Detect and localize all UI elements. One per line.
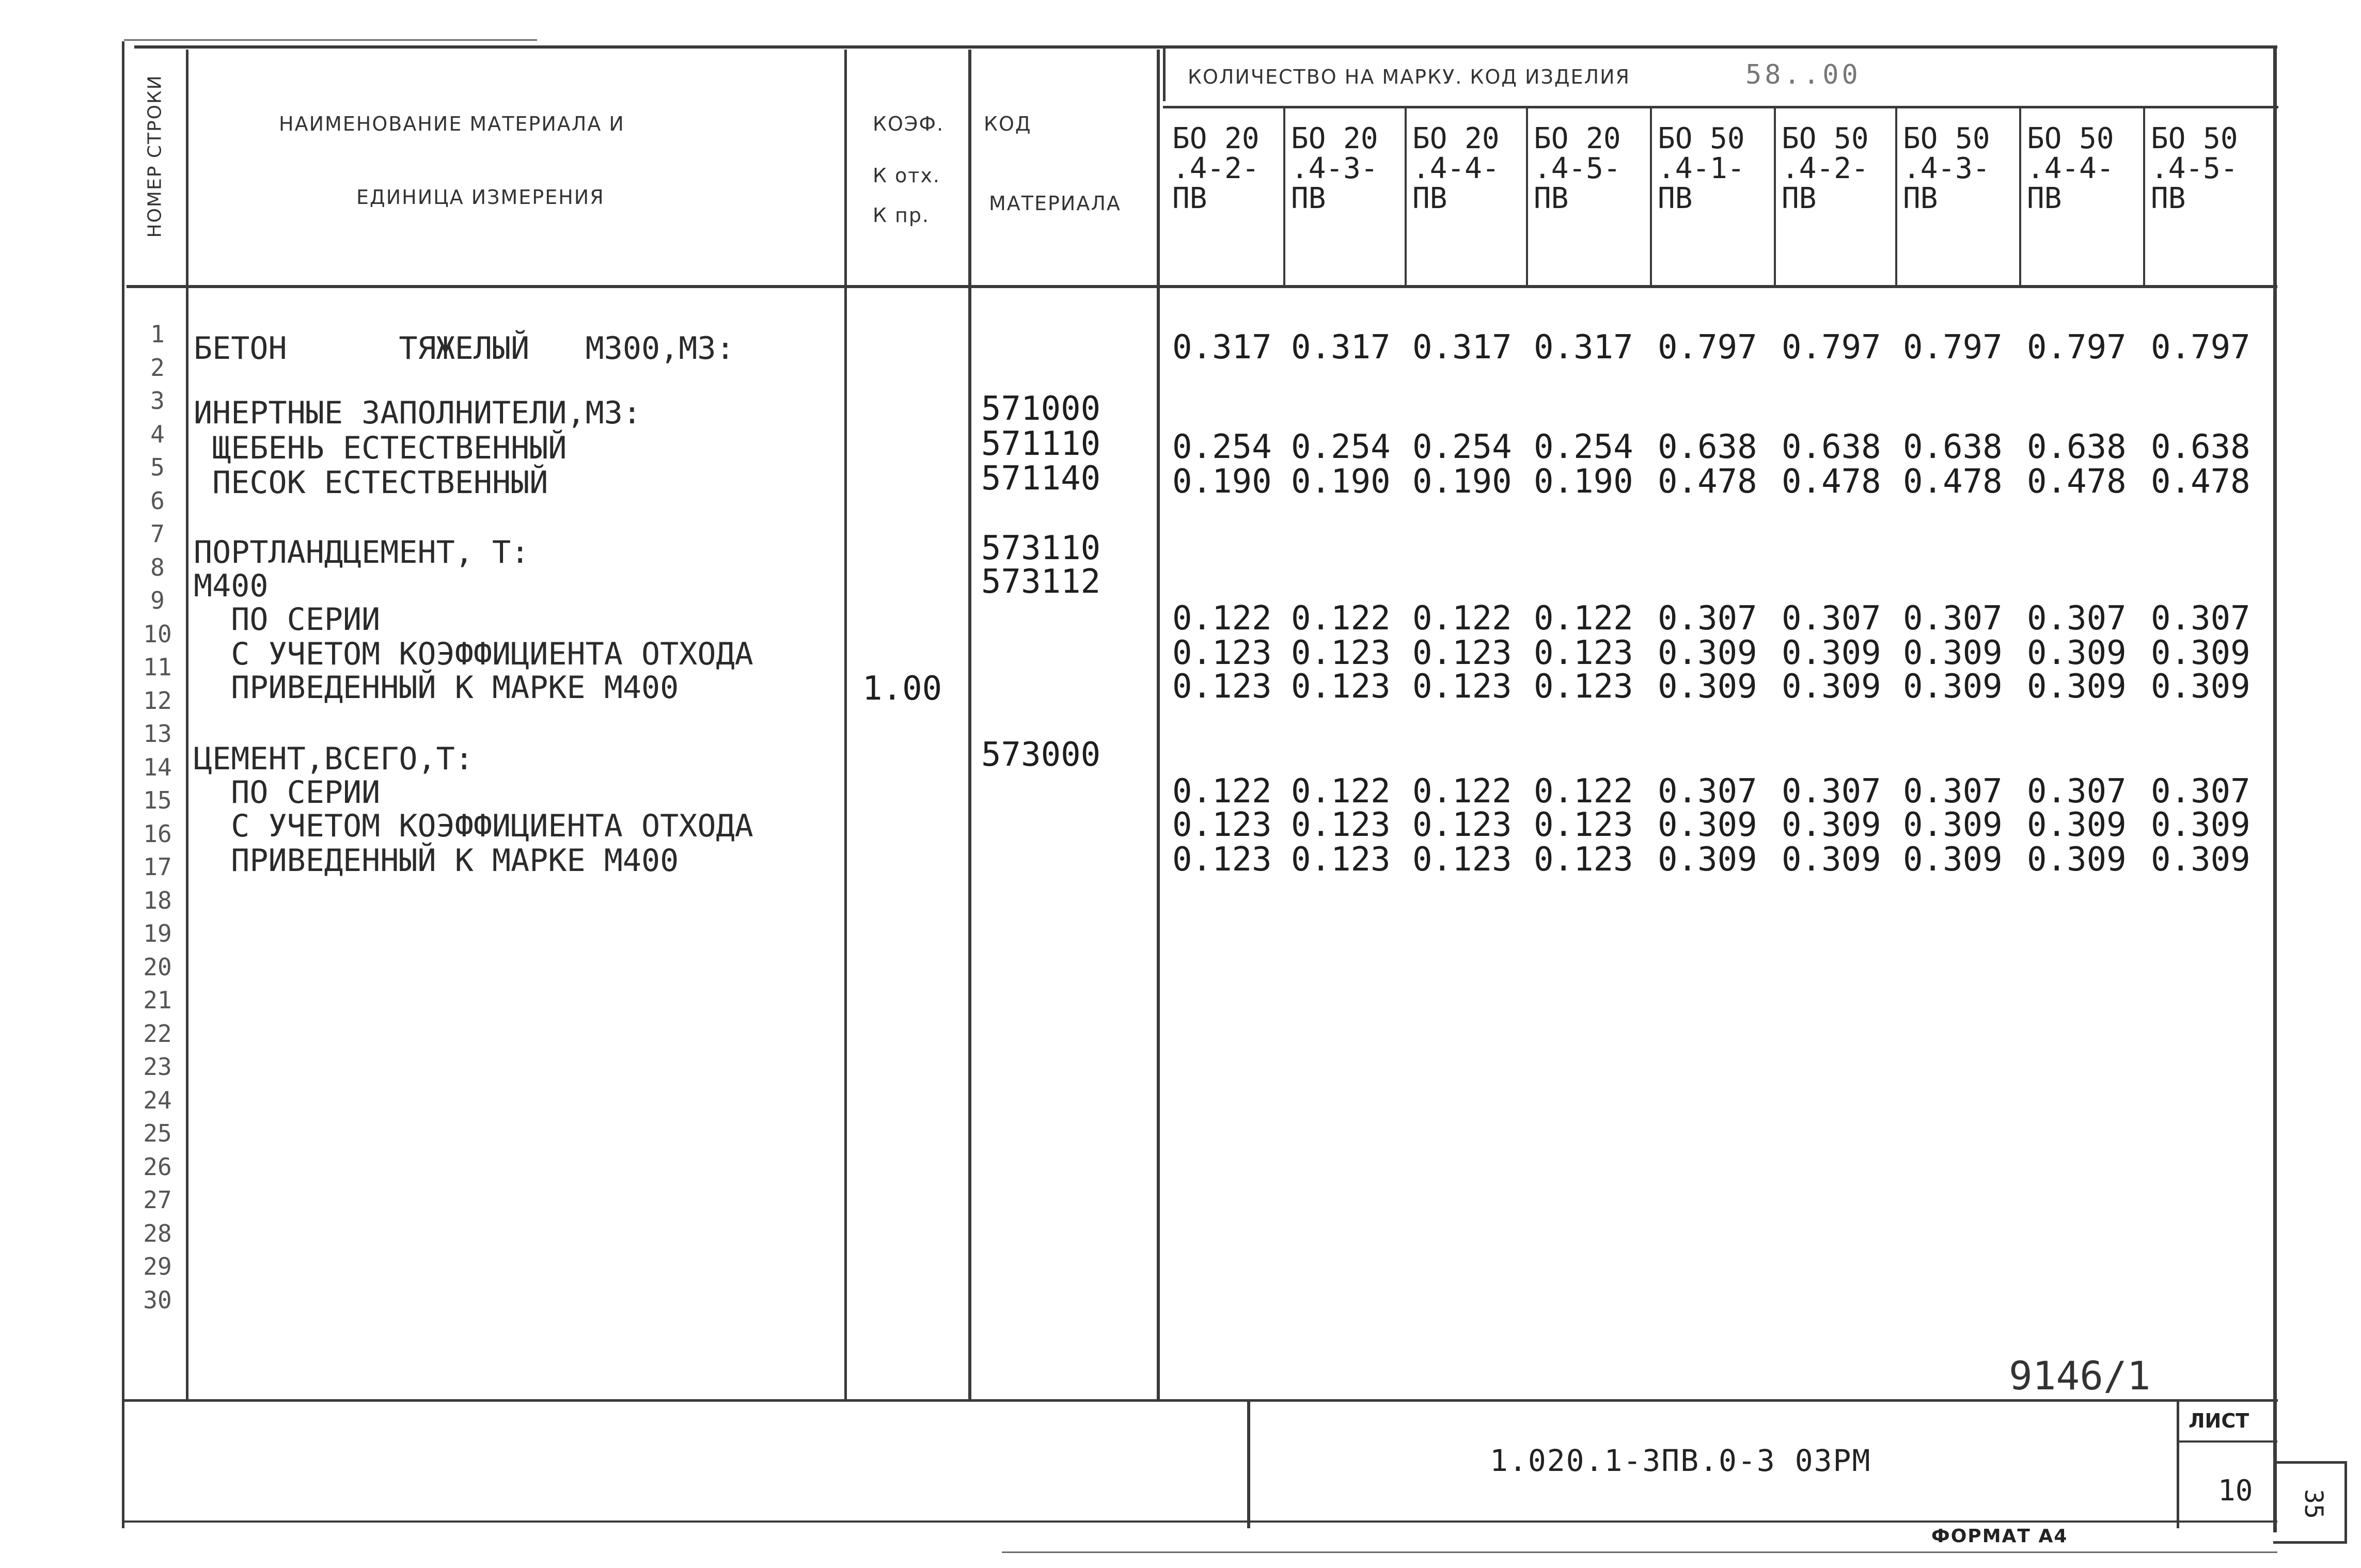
code-header-line2: МАТЕРИАЛА — [989, 192, 1121, 215]
quantity-value: 0.309 — [1658, 806, 1757, 844]
coefficient-value: 1.00 — [862, 670, 942, 708]
quantity-value: 0.307 — [2151, 599, 2250, 638]
quantity-value: 0.307 — [1782, 599, 1881, 638]
material-name: С УЧЕТОМ КОЭФФИЦИЕНТА ОТХОДА — [194, 808, 753, 844]
quantity-value: 0.797 — [2151, 328, 2250, 367]
quantity-value: 0.309 — [1782, 841, 1881, 879]
row-number: 4 — [150, 420, 165, 448]
sheet-number: 10 — [2218, 1474, 2253, 1508]
column-header-7-line1: БО 50 — [1903, 122, 1990, 155]
quantity-value: 0.309 — [1658, 668, 1757, 706]
material-name: БЕТОН ТЯЖЕЛЫЙ М300,М3: — [194, 330, 735, 367]
material-code: 571110 — [981, 425, 1101, 463]
quantity-value: 0.638 — [2151, 428, 2250, 466]
quantity-value: 0.307 — [1658, 772, 1757, 811]
coef-header-line1: КОЭФ. — [873, 113, 945, 135]
column-header-1-line2: .4-2- — [1172, 152, 1260, 185]
quantity-value: 0.123 — [1412, 841, 1512, 879]
row-number: 17 — [143, 853, 172, 881]
column-header-4-line2: .4-5- — [1534, 152, 1621, 185]
quantity-value: 0.254 — [1291, 428, 1391, 466]
quantity-value: 0.307 — [2151, 772, 2250, 811]
code-header-line1: КОД — [984, 113, 1032, 135]
column-header-9-line3: ПВ — [2151, 182, 2186, 215]
quantity-value: 0.307 — [2027, 772, 2127, 811]
material-name: ПОРТЛАНДЦЕМЕНТ, Т: — [194, 534, 530, 571]
quantity-value: 0.123 — [1172, 841, 1272, 879]
quantity-value: 0.123 — [1412, 806, 1512, 844]
quantity-value: 0.317 — [1172, 328, 1272, 367]
quantity-value: 0.317 — [1412, 328, 1512, 367]
quantity-value: 0.122 — [1172, 772, 1272, 811]
quantity-value: 0.123 — [1412, 634, 1512, 672]
row-number: 23 — [143, 1053, 172, 1081]
quantity-value: 0.123 — [1534, 806, 1633, 844]
quantity-value: 0.190 — [1291, 463, 1391, 501]
quantity-value: 0.123 — [1172, 806, 1272, 844]
material-code: 573000 — [981, 736, 1101, 774]
quantity-value: 0.123 — [1534, 668, 1633, 706]
column-header-7-line3: ПВ — [1903, 182, 1938, 215]
column-header-3-line3: ПВ — [1412, 182, 1447, 215]
row-number: 30 — [143, 1286, 172, 1314]
quantity-value: 0.254 — [1534, 428, 1633, 466]
quantity-value: 0.307 — [1903, 772, 2003, 811]
row-number: 3 — [150, 387, 165, 415]
column-header-6-line3: ПВ — [1782, 182, 1817, 215]
row-number: 16 — [143, 819, 172, 848]
quantity-value: 0.309 — [1903, 668, 2003, 706]
quantity-value: 0.317 — [1534, 328, 1633, 367]
quantity-value: 0.638 — [1903, 428, 2003, 466]
row-number: 22 — [143, 1019, 172, 1048]
quantity-value: 0.254 — [1172, 428, 1272, 466]
row-number-header: НОМЕР СТРОКИ — [144, 74, 166, 238]
coef-header-line3: К пр. — [873, 204, 930, 227]
row-number: 18 — [143, 886, 172, 914]
quantity-value: 0.478 — [2027, 463, 2127, 501]
row-number: 8 — [150, 553, 165, 581]
quantity-value: 0.122 — [1412, 772, 1512, 811]
quantity-value: 0.317 — [1291, 328, 1391, 367]
column-header-1-line1: БО 20 — [1172, 122, 1260, 155]
material-name: ПО СЕРИИ — [194, 774, 381, 811]
material-name: ПРИВЕДЕННЫЙ К МАРКЕ М400 — [194, 843, 679, 879]
quantity-value: 0.123 — [1291, 806, 1391, 844]
quantity-value: 0.309 — [2151, 668, 2250, 706]
material-name: ПО СЕРИИ — [194, 601, 381, 638]
quantity-value: 0.478 — [1658, 463, 1757, 501]
row-number: 1 — [150, 320, 165, 348]
column-header-5-line1: БО 50 — [1658, 122, 1745, 155]
column-header-2-line3: ПВ — [1291, 182, 1326, 215]
quantity-value: 0.797 — [1903, 328, 2003, 367]
product-code: 58..00 — [1745, 59, 1861, 90]
quantity-value: 0.190 — [1534, 463, 1633, 501]
quantity-value: 0.309 — [1782, 668, 1881, 706]
row-number: 2 — [150, 353, 165, 382]
column-header-7-line2: .4-3- — [1903, 152, 1990, 185]
quantity-value: 0.190 — [1172, 463, 1272, 501]
column-header-8-line2: .4-4- — [2027, 152, 2114, 185]
material-name: ЦЕМЕНТ,ВСЕГО,Т: — [194, 741, 474, 777]
document-designation: 1.020.1-3ПВ.0-3 03РМ — [1490, 1443, 1871, 1478]
quantity-value: 0.309 — [1782, 634, 1881, 672]
row-number: 19 — [143, 920, 172, 947]
quantity-value: 0.309 — [1903, 806, 2003, 844]
quantity-value: 0.123 — [1534, 841, 1633, 879]
row-number: 14 — [143, 753, 172, 781]
quantity-value: 0.122 — [1172, 599, 1272, 638]
quantity-value: 0.123 — [1291, 841, 1391, 879]
quantity-value: 0.309 — [2027, 806, 2127, 844]
column-header-4-line1: БО 20 — [1534, 122, 1621, 155]
quantity-value: 0.307 — [1782, 772, 1881, 811]
quantity-value: 0.309 — [2151, 634, 2250, 672]
quantity-value: 0.122 — [1534, 599, 1633, 638]
quantity-value: 0.123 — [1412, 668, 1512, 706]
quantity-value: 0.307 — [1903, 599, 2003, 638]
name-header-line2: ЕДИНИЦА ИЗМЕРЕНИЯ — [356, 186, 605, 209]
column-header-4-line3: ПВ — [1534, 182, 1569, 215]
quantity-value: 0.478 — [1903, 463, 2003, 501]
row-number: 29 — [143, 1253, 172, 1280]
material-name: ПРИВЕДЕННЫЙ К МАРКЕ М400 — [194, 670, 679, 706]
quantity-value: 0.309 — [1658, 634, 1757, 672]
row-number: 12 — [143, 686, 172, 715]
row-number: 9 — [150, 587, 165, 614]
material-code: 571000 — [981, 390, 1101, 428]
sheet-label: ЛИСТ — [2189, 1409, 2249, 1432]
column-header-2-line2: .4-3- — [1291, 152, 1378, 185]
quantity-value: 0.797 — [2027, 328, 2127, 367]
row-number: 24 — [143, 1086, 172, 1114]
row-number: 10 — [143, 620, 172, 648]
row-number: 20 — [143, 953, 172, 981]
quantity-value: 0.123 — [1291, 634, 1391, 672]
quantity-value: 0.478 — [1782, 463, 1881, 501]
quantity-value: 0.309 — [1903, 634, 2003, 672]
material-code: 573112 — [981, 563, 1101, 601]
quantity-value: 0.638 — [1658, 428, 1757, 466]
name-header-line1: НАИМЕНОВАНИЕ МАТЕРИАЛА И — [279, 113, 625, 135]
document-number: 9146/1 — [2009, 1353, 2151, 1399]
quantity-value: 0.122 — [1291, 772, 1391, 811]
row-number: 28 — [143, 1219, 172, 1247]
material-code: 571140 — [981, 460, 1101, 498]
row-number: 15 — [143, 786, 172, 814]
margin-page-number: 35 — [2299, 1489, 2328, 1519]
row-number: 13 — [143, 720, 172, 748]
quantity-value: 0.309 — [2027, 668, 2127, 706]
column-header-9-line1: БО 50 — [2151, 122, 2238, 155]
row-number: 26 — [143, 1152, 172, 1181]
row-number: 11 — [143, 653, 172, 681]
quantity-value: 0.309 — [2151, 806, 2250, 844]
quantity-value: 0.123 — [1172, 634, 1272, 672]
material-name: С УЧЕТОМ КОЭФФИЦИЕНТА ОТХОДА — [194, 636, 753, 672]
quantity-value: 0.797 — [1782, 328, 1881, 367]
column-header-6-line2: .4-2- — [1782, 152, 1869, 185]
column-header-5-line3: ПВ — [1658, 182, 1693, 215]
material-name: ИНЕРТНЫЕ ЗАПОЛНИТЕЛИ,М3: — [194, 395, 641, 431]
coef-header-line2: К отх. — [873, 164, 941, 187]
column-header-9-line2: .4-5- — [2151, 152, 2238, 185]
quantity-value: 0.123 — [1291, 668, 1391, 706]
row-number: 21 — [143, 986, 172, 1014]
row-number: 25 — [143, 1119, 172, 1147]
column-header-8-line3: ПВ — [2027, 182, 2062, 215]
column-header-8-line1: БО 50 — [2027, 122, 2114, 155]
quantity-value: 0.309 — [1903, 841, 2003, 879]
quantity-value: 0.122 — [1291, 599, 1391, 638]
quantity-value: 0.309 — [2151, 841, 2250, 879]
column-header-3-line1: БО 20 — [1412, 122, 1500, 155]
column-header-2-line1: БО 20 — [1291, 122, 1378, 155]
quantity-value: 0.638 — [2027, 428, 2127, 466]
material-code: 573110 — [981, 529, 1101, 567]
quantity-value: 0.478 — [2151, 463, 2250, 501]
column-header-1-line3: ПВ — [1172, 182, 1207, 215]
quantity-value: 0.122 — [1412, 599, 1512, 638]
column-header-6-line1: БО 50 — [1782, 122, 1869, 155]
row-number: 5 — [150, 453, 165, 481]
column-header-5-line2: .4-1- — [1658, 152, 1745, 185]
quantity-value: 0.123 — [1534, 634, 1633, 672]
material-name: ПЕСОК ЕСТЕСТВЕННЫЙ — [194, 465, 548, 501]
quantity-value: 0.309 — [2027, 634, 2127, 672]
row-number: 7 — [150, 520, 165, 548]
column-header-3-line2: .4-4- — [1412, 152, 1500, 185]
quantity-value: 0.309 — [1782, 806, 1881, 844]
quantity-value: 0.190 — [1412, 463, 1512, 501]
format-label: ФОРМАТ А4 — [1931, 1526, 2068, 1547]
material-name: ЩЕБЕНЬ ЕСТЕСТВЕННЫЙ — [194, 430, 567, 466]
row-number: 27 — [143, 1186, 172, 1214]
quantity-value: 0.123 — [1172, 668, 1272, 706]
quantity-value: 0.307 — [2027, 599, 2127, 638]
quantity-value: 0.638 — [1782, 428, 1881, 466]
quantity-header: КОЛИЧЕСТВО НА МАРКУ. КОД ИЗДЕЛИЯ — [1188, 66, 1630, 88]
row-number: 6 — [150, 486, 165, 515]
quantity-value: 0.797 — [1658, 328, 1757, 367]
quantity-value: 0.309 — [1658, 841, 1757, 879]
quantity-value: 0.122 — [1534, 772, 1633, 811]
quantity-value: 0.309 — [2027, 841, 2127, 879]
material-name: М400 — [194, 568, 269, 604]
quantity-value: 0.307 — [1658, 599, 1757, 638]
quantity-value: 0.254 — [1412, 428, 1512, 466]
